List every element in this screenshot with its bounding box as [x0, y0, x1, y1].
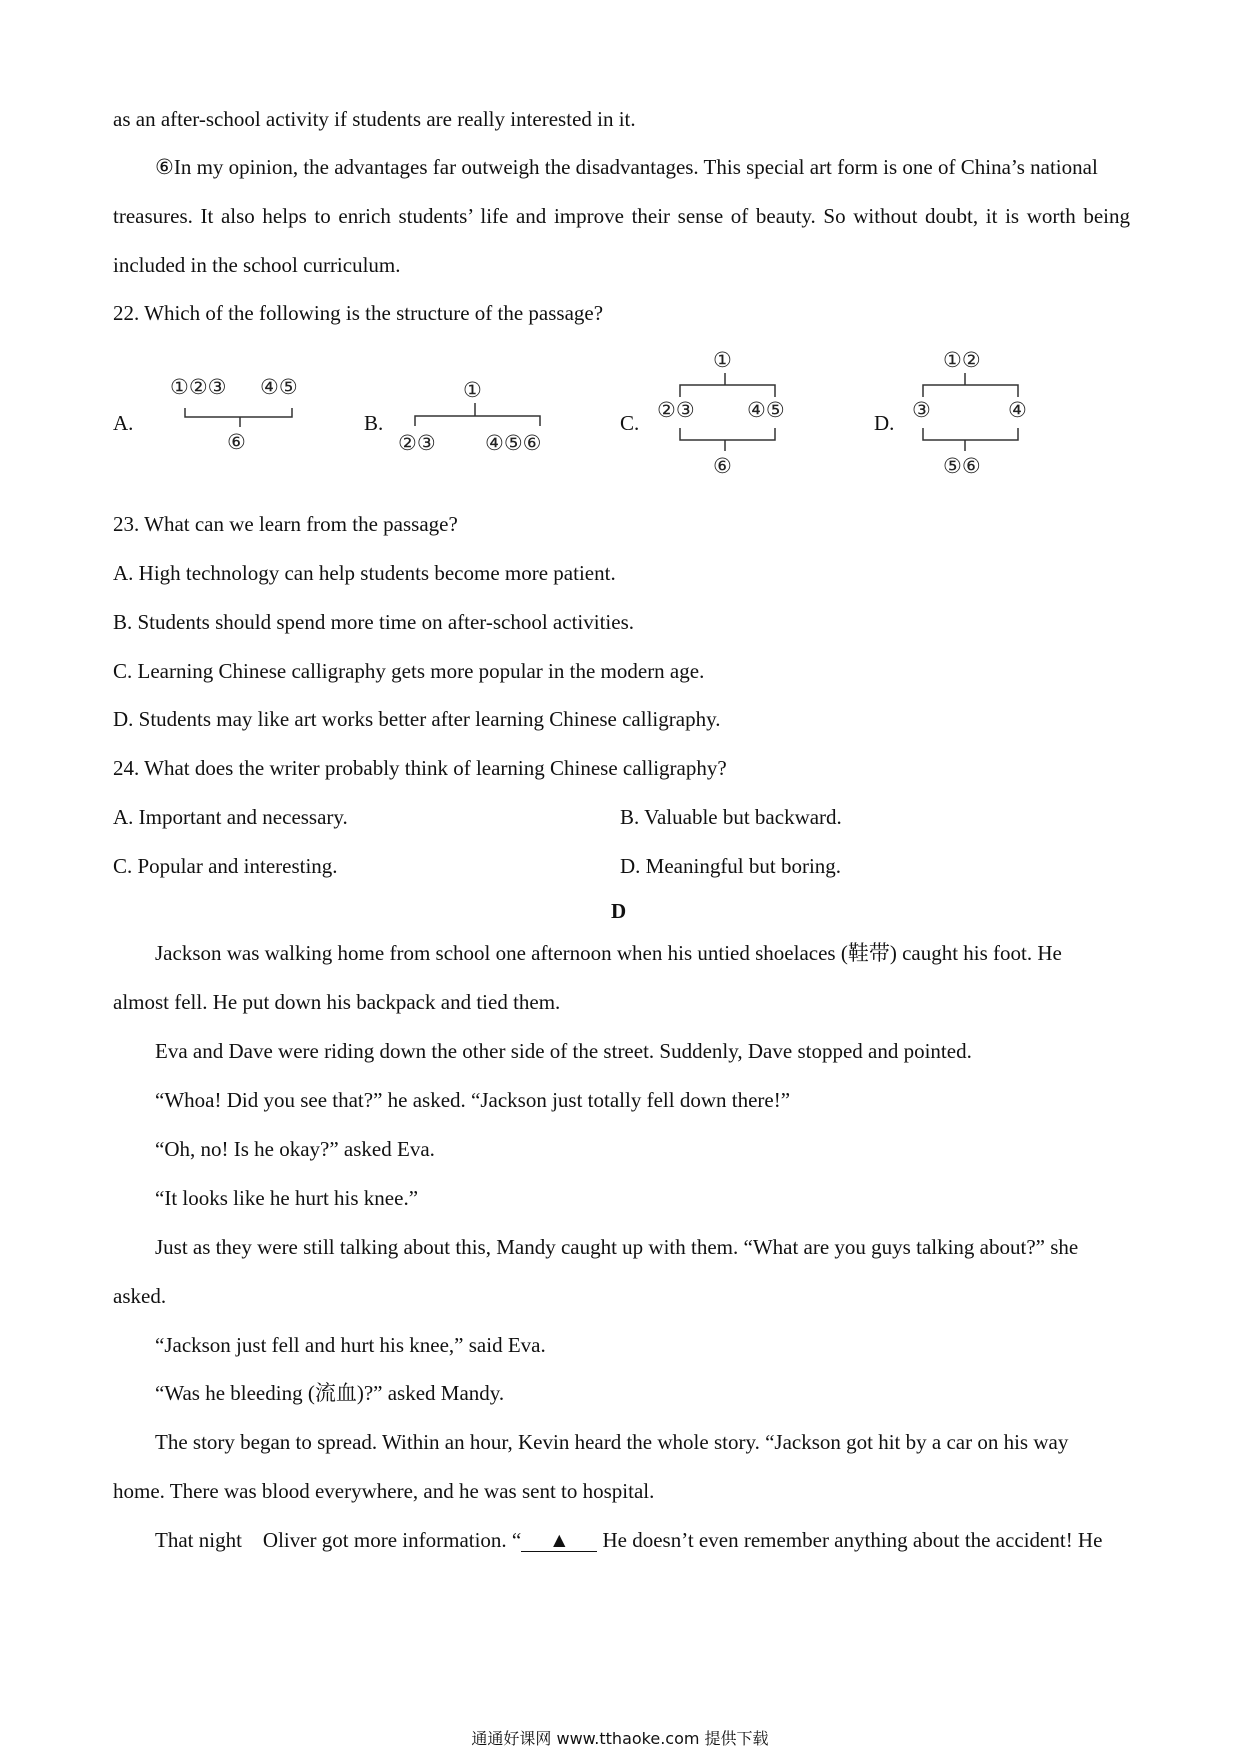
passage-d-paragraph: “Was he bleeding (流血)?” asked Mandy.	[155, 1381, 505, 1405]
passage-c-line: as an after-school activity if students are really interested in it.	[113, 107, 636, 131]
passage-d-paragraph: “Jackson just fell and hurt his knee,” said Eva.	[155, 1333, 546, 1357]
passage-d-paragraph: The story began to spread. Within an hour, Kevin heard the whole story. “Jackson got hit by a car on his way	[155, 1430, 1069, 1454]
q23-option-d: D. Students may like art works better after learning Chinese calligraphy.	[113, 707, 721, 731]
diagram-a-node: ⑥	[227, 430, 246, 454]
q23-option-c: C. Learning Chinese calligraphy gets more popular in the modern age.	[113, 659, 705, 683]
structure-diagram-c	[655, 345, 835, 501]
paragraph-text: He doesn’t even remember anything about the accident! He	[597, 1528, 1103, 1552]
diagram-b-node: ②③	[398, 431, 436, 455]
question-22: 22. Which of the following is the structure of the passage?	[113, 301, 604, 325]
diagram-c-node: ①	[713, 348, 732, 372]
q22-option-c-label: C.	[620, 411, 640, 435]
diagram-d-node: ③	[912, 398, 931, 422]
passage-c-paragraph-6-line: ⑥In my opinion, the advantages far outweigh the disadvantages. This special art form is one of China’s national	[155, 155, 1098, 179]
diagram-b-node: ①	[463, 378, 482, 402]
passage-d-paragraph: Eva and Dave were riding down the other side of the street. Suddenly, Dave stopped and pointed.	[155, 1039, 972, 1063]
diagram-d-node: ④	[1008, 398, 1027, 422]
diagram-c-node: ④⑤	[747, 398, 785, 422]
structure-diagram-a	[140, 372, 340, 468]
paragraph-text: That night Oliver got more information. “	[155, 1528, 522, 1552]
q24-option-c: C. Popular and interesting.	[113, 854, 338, 878]
passage-d-paragraph: “Oh, no! Is he okay?” asked Eva.	[155, 1137, 435, 1161]
passage-d-heading: D	[611, 899, 627, 923]
diagram-c-node: ⑥	[713, 454, 732, 478]
structure-diagram-d	[908, 345, 1068, 501]
passage-d-paragraph	[155, 1527, 1102, 1553]
passage-d-paragraph: “Whoa! Did you see that?” he asked. “Jackson just totally fell down there!”	[155, 1088, 791, 1112]
diagram-a-node: ①②③	[170, 375, 227, 399]
q23-option-b: B. Students should spend more time on after-school activities.	[113, 610, 634, 634]
q23-option-a: A. High technology can help students become more patient.	[113, 561, 616, 585]
diagram-c-node: ②③	[657, 398, 695, 422]
q24-option-d: D. Meaningful but boring.	[620, 854, 842, 878]
q22-option-a-label: A.	[113, 411, 134, 435]
passage-d-paragraph: home. There was blood everywhere, and he was sent to hospital.	[113, 1479, 655, 1503]
q24-option-a: A. Important and necessary.	[113, 805, 348, 829]
passage-d-paragraph: asked.	[113, 1284, 167, 1308]
passage-d-paragraph: Just as they were still talking about this, Mandy caught up with them. “What are you guys talking about?” she	[155, 1235, 1079, 1259]
answer-blank[interactable]: ▲	[521, 1529, 597, 1552]
q22-option-d-label: D.	[874, 411, 895, 435]
passage-d-paragraph: “It looks like he hurt his knee.”	[155, 1186, 419, 1210]
page-footer: 通通好课网 www.tthaoke.com 提供下载	[471, 1729, 769, 1748]
passage-c-paragraph-6-line: included in the school curriculum.	[113, 253, 401, 277]
question-24: 24. What does the writer probably think of learning Chinese calligraphy?	[113, 756, 727, 780]
diagram-b-node: ④⑤⑥	[485, 431, 542, 455]
question-23: 23. What can we learn from the passage?	[113, 512, 458, 536]
diagram-d-node: ①②	[943, 348, 981, 372]
passage-d-paragraph: almost fell. He put down his backpack and tied them.	[113, 990, 561, 1014]
diagram-a-node: ④⑤	[260, 375, 298, 399]
q22-option-b-label: B.	[364, 411, 384, 435]
q24-option-b: B. Valuable but backward.	[620, 805, 842, 829]
diagram-d-node: ⑤⑥	[943, 454, 981, 478]
structure-diagram-b	[395, 375, 595, 471]
passage-d-paragraph: Jackson was walking home from school one afternoon when his untied shoelaces (鞋带) caught his foot. He	[155, 941, 1062, 965]
passage-c-paragraph-6-line: treasures. It also helps to enrich students’ life and improve their sense of beauty. So without doubt, it is worth being	[113, 204, 1130, 228]
